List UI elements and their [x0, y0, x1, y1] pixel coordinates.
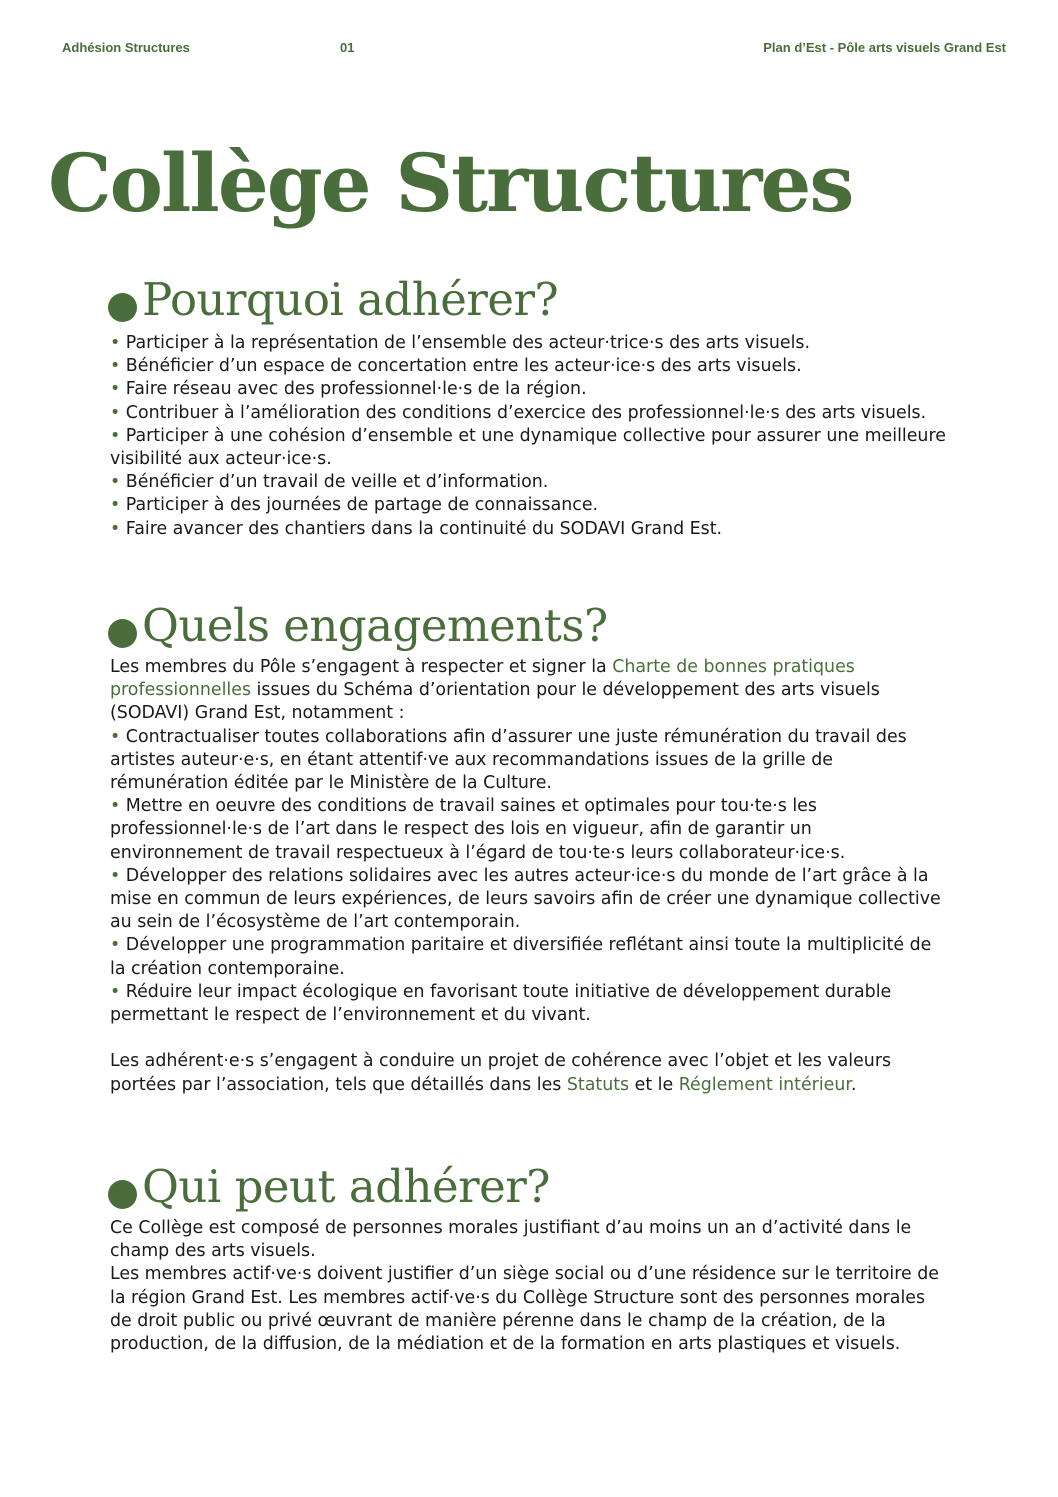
section-heading-label: Qui peut adhérer?	[142, 1160, 550, 1213]
intro-text-continued: issues du Schéma d’orientation pour le développement des arts visuels (SODAVI) Grand Est, notamment :	[110, 680, 880, 724]
section-who-can-join	[106, 1157, 946, 1356]
page-title: Collège Structures	[48, 136, 853, 230]
bullet-dot-icon	[108, 1180, 137, 1209]
list-item	[110, 425, 946, 471]
list-item-text: Participer à des journées de partage de connaissance.	[125, 495, 599, 516]
page-header	[62, 40, 1006, 58]
bullet-icon: •	[110, 518, 121, 539]
list-item-text: Contribuer à l’amélioration des conditions d’exercice des professionnel·le·s des arts visuels.	[125, 402, 927, 423]
list-item	[110, 795, 946, 865]
list-item-text: Faire avancer des chantiers dans la continuité du SODAVI Grand Est.	[125, 518, 723, 539]
charter-link[interactable]: Charte de bonnes pratiques professionnelles	[110, 657, 855, 701]
section-why-join	[106, 270, 946, 541]
bullet-dot-icon	[108, 293, 137, 322]
bullet-icon: •	[110, 981, 121, 1002]
list-item-text: Faire réseau avec des professionnel·le·s de la région.	[125, 379, 587, 400]
bullet-icon: •	[110, 425, 121, 446]
list-item	[110, 378, 946, 401]
list-item-text: Mettre en oeuvre des conditions de travail saines et optimales pour tou·te·s les professionnel·le·s de l’art dans le respect des lois en vigueur, afin de garantir un environnement de travail respectueux à l’égard de tou·te·s leurs collaborateur·ice·s.	[110, 796, 846, 863]
bullet-icon: •	[110, 472, 121, 493]
paragraph: Ce Collège est composé de personnes morales justifiant d’au moins un an d’activité dans le champ des arts visuels.	[110, 1218, 912, 1262]
list-item	[110, 518, 946, 541]
list-item	[110, 726, 946, 796]
header-organization: Plan d’Est - Pôle arts visuels Grand Est	[763, 40, 1006, 55]
list-item	[110, 934, 946, 980]
bullet-icon: •	[110, 333, 121, 353]
list-item	[110, 402, 946, 425]
bullet-dot-icon	[108, 619, 137, 648]
list-item-text: Contractualiser toutes collaborations afin d’assurer une juste rémunération du travail des artistes auteur·e·s, en étant attentif·ve aux recommandations issues de la grille de rémunération éditée par le Ministère de la Culture.	[110, 726, 907, 794]
bullet-icon: •	[110, 726, 121, 747]
commitments-text	[106, 656, 946, 1097]
section-commitments	[106, 596, 946, 1097]
list-item	[110, 471, 946, 494]
list-item-text: Réduire leur impact écologique en favorisant toute initiative de développement durable permettant le respect de l’environnement et du vivant.	[110, 981, 892, 1026]
list-item-text: Développer une programmation paritaire et diversifiée reflétant ainsi toute la multiplicité de la création contemporaine.	[110, 935, 932, 979]
outro-paragraph	[110, 1050, 946, 1096]
page-number: 01	[340, 40, 355, 55]
section-heading	[106, 596, 946, 656]
eligibility-text	[106, 1217, 946, 1356]
list-item-text: Bénéficier d’un espace de concertation entre les acteur·ice·s des arts visuels.	[125, 356, 802, 377]
list-item	[110, 332, 946, 355]
benefits-list	[106, 332, 946, 541]
bullet-icon: •	[110, 402, 121, 423]
paragraph: Les membres actif·ve·s doivent justifier d’un siège social ou d’une résidence sur le territoire de la région Grand Est. Les membres actif·ve·s du Collège Structure sont des personnes morales de droit public ou privé œuvrant de manière pérenne dans le champ de la création, de la production, de la diffusion, de la médiation et de la formation en arts plastiques et visuels.	[110, 1264, 939, 1355]
list-item-text: Développer des relations solidaires avec les autres acteur·ice·s du monde de l’art grâce à la mise en commun de leurs expériences, de leurs savoirs afin de créer une dynamique collective au sein de l’écosystème de l’art contemporain.	[110, 865, 941, 933]
outro-text: Les adhérent·e·s s’engagent à conduire un projet de cohérence avec l’objet et les valeurs portées par l’association, tels que détaillés dans les	[110, 1051, 892, 1095]
list-item-text: Participer à une cohésion d’ensemble et une dynamique collective pour assurer une meilleure visibilité aux acteur·ice·s.	[110, 425, 946, 470]
section-heading	[106, 270, 946, 330]
bullet-icon: •	[110, 379, 121, 400]
paragraph-gap	[110, 1027, 946, 1050]
section-heading-label: Quels engagements?	[142, 599, 608, 652]
bullet-icon: •	[110, 356, 121, 377]
bullet-icon: •	[110, 935, 121, 956]
list-item	[110, 981, 946, 1027]
list-item	[110, 355, 946, 378]
outro-text-end: .	[850, 1074, 857, 1095]
intro-paragraph	[110, 656, 946, 726]
list-item-text: Participer à la représentation de l’ensemble des acteur·trice·s des arts visuels.	[125, 333, 810, 353]
header-document-name: Adhésion Structures	[62, 40, 190, 55]
bullet-icon: •	[110, 495, 121, 516]
statuts-link[interactable]: Statuts	[566, 1074, 630, 1095]
section-heading-label: Pourquoi adhérer?	[142, 273, 559, 326]
bullet-icon: •	[110, 865, 121, 886]
list-item-text: Bénéficier d’un travail de veille et d’information.	[125, 472, 549, 493]
list-item	[110, 865, 946, 935]
bullet-icon: •	[110, 796, 121, 817]
list-item	[110, 494, 946, 517]
intro-text: Les membres du Pôle s’engagent à respecter et signer la	[110, 657, 613, 677]
outro-text-continued: et le	[629, 1074, 679, 1095]
section-heading	[106, 1157, 946, 1217]
reglement-link[interactable]: Réglement intérieur	[678, 1074, 851, 1095]
